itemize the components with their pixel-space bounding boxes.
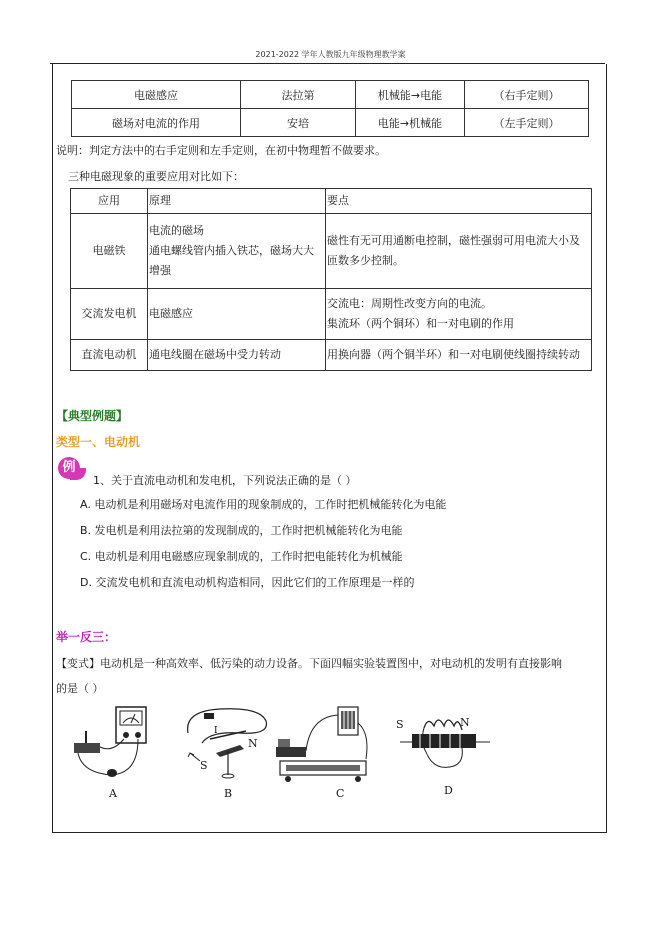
figure-a — [68, 703, 164, 800]
figure-c — [266, 703, 376, 800]
table2-intro: 三种电磁现象的重要应用对比如下： — [68, 170, 244, 183]
figure-c-label: C — [336, 787, 345, 800]
cell-line: 交流电：周期性改变方向的电流。 — [327, 297, 492, 310]
figure-a-drawing — [68, 703, 164, 783]
figure-d-pole-n: N — [460, 716, 470, 729]
figure-b-label: B — [224, 787, 233, 800]
figure-d — [394, 712, 494, 797]
table-cell: 交流发电机 — [71, 289, 148, 340]
section-title: 【典型例题】 — [56, 409, 129, 423]
table-cell: （左手定则） — [465, 109, 589, 137]
table-cell: 磁场对电流的作用 — [72, 109, 241, 137]
cell-line: 电流的磁场 — [149, 224, 204, 237]
figure-b-pole-s: S — [200, 759, 208, 772]
type-title: 类型一、电动机 — [56, 435, 141, 449]
phenomena-table — [71, 80, 589, 137]
figure-d-pole-s: S — [396, 718, 404, 731]
table-cell — [148, 214, 326, 289]
variant-title: 举一反三： — [56, 630, 117, 644]
cell-line: 磁性有无可用通断电控制，磁性强弱可用电流大小及 — [327, 234, 580, 247]
option-a: A. 电动机是利用磁场对电流作用的现象制成的，工作时把机械能转化为电能 — [80, 498, 447, 511]
figure-c-drawing — [266, 703, 376, 783]
cell-line: 增强 — [149, 264, 171, 277]
example-badge: 例 — [58, 457, 80, 479]
column-header: 原理 — [148, 189, 326, 214]
question-text: 1、关于直流电动机和发电机，下列说法正确的是（ ） — [93, 474, 357, 487]
option-b: B. 发电机是利用法拉第的发现制成的，工作时把机械能转化为电能 — [80, 524, 403, 537]
variant-text-line2: 的是（ ） — [56, 682, 104, 695]
table-cell: 电能→机械能 — [356, 109, 465, 137]
table-cell: 电磁感应 — [148, 289, 326, 340]
svg-text:I: I — [214, 726, 218, 736]
table-cell: 电磁铁 — [71, 214, 148, 289]
option-d: D. 交流发电机和直流电动机构造相同，因此它们的工作原理是一样的 — [80, 576, 415, 589]
table-cell: 直流电动机 — [71, 340, 148, 371]
column-header: 要点 — [326, 189, 592, 214]
table-cell: 电磁感应 — [72, 81, 241, 109]
column-header: 应用 — [71, 189, 148, 214]
applications-table — [70, 188, 592, 371]
figure-a-label: A — [109, 787, 117, 800]
table-cell: （右手定则） — [465, 81, 589, 109]
cell-line: 集流环（两个铜环）和一对电刷的作用 — [327, 317, 514, 330]
table-row — [71, 214, 592, 289]
cell-line: 通电螺线管内插入铁芯，磁场大大 — [149, 244, 314, 257]
table-cell: 通电线圈在磁场中受力转动 — [148, 340, 326, 371]
table-cell: 法拉第 — [241, 81, 356, 109]
figure-b-pole-n: N — [248, 737, 258, 750]
table-cell: 用换向器（两个铜半环）和一对电刷使线圈持续转动 — [326, 340, 592, 371]
figure-b-drawing — [180, 703, 280, 783]
variant-text-line1: 【变式】电动机是一种高效率、低污染的动力设备。下面四幅实验装置图中，对电动机的发明有直接影响 — [56, 657, 562, 670]
table-cell: 机械能→电能 — [356, 81, 465, 109]
table-row — [72, 81, 589, 109]
note-text: 说明：判定方法中的右手定则和左手定则，在初中物理暂不做要求。 — [56, 144, 386, 157]
table-cell: 安培 — [241, 109, 356, 137]
figure-d-label: D — [444, 784, 453, 797]
cell-line: 匝数多少控制。 — [327, 254, 404, 267]
table-cell — [326, 214, 592, 289]
table-row — [71, 340, 592, 371]
option-c: C. 电动机是利用电磁感应现象制成的，工作时把电能转化为机械能 — [80, 550, 403, 563]
table-row — [72, 109, 589, 137]
table-row — [71, 289, 592, 340]
figure-d-drawing — [394, 712, 494, 786]
table-header-row — [71, 189, 592, 214]
figure-b — [180, 703, 280, 800]
page-header: 2021-2022 学年人教版九年级物理教学案 — [255, 50, 406, 59]
table-cell — [326, 289, 592, 340]
